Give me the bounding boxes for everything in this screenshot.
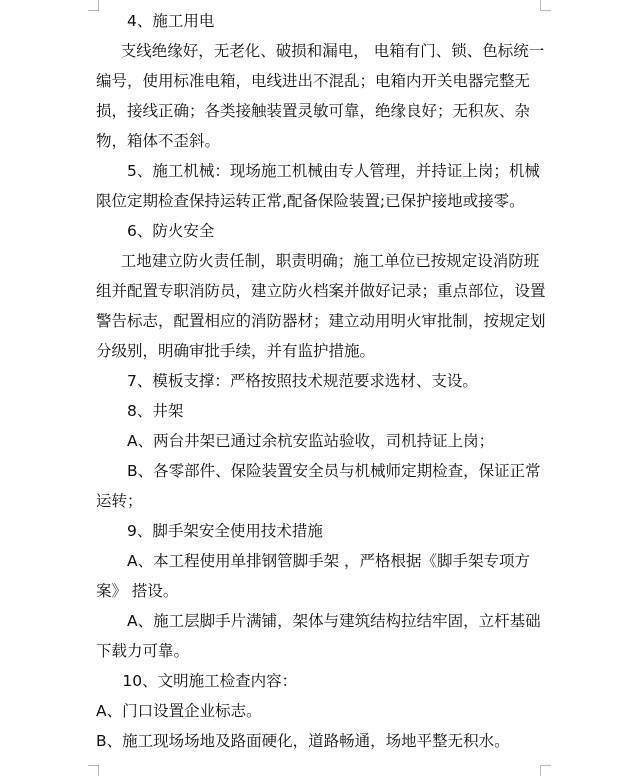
list-item-civilized-b: B、施工现场场地及路面硬化，道路畅通，场地平整无积水。 [96,732,510,750]
list-item-derrick-b: B、各零部件、保险装置安全员与机械师定期检查，保证正常运转； [96,462,541,510]
paragraph-formwork: 7、模板支撑：严格按照技术规范要求选材、支设。 [127,372,478,390]
list-item-civilized-a: A、门口设置企业标志。 [96,702,262,720]
list-item-scaffold-a2: A、施工层脚手片满铺，架体与建筑结构拉结牢固，立杆基础下载力可靠。 [96,612,541,660]
paragraph-fire-safety: 工地建立防火责任制，职责明确；施工单位已按规定设消防班组并配置专职消防员，建立防火档案并做好记录；重点部位，设置警告标志，配置相应的消防器材；建立动用明火审批制，按规定划分级别，明确审批手续，并有监护措施。 [96,252,546,360]
list-item-derrick-a: A、两台井架已通过余杭安监站验收，司机持证上岗； [127,432,495,450]
section-heading-fire-safety: 6、防火安全 [127,222,215,240]
list-item-scaffold-a1: A、本工程使用单排钢管脚手架 ，严格根据《脚手架专项方案》 搭设。 [96,552,531,600]
section-heading-scaffold: 9、脚手架安全使用技术措施 [127,522,323,540]
paragraph-electricity: 支线绝缘好，无老化、破损和漏电， 电箱有门、锁、色标统一编号，使用标准电箱，电线进出不混乱；电箱内开关电器完整无损，接线正确；各类接触装置灵敏可靠，绝缘良好；无积灰、杂物，箱体不歪斜。 [96,42,545,150]
page-corner-mark-bottom-right [540,765,551,776]
document-body [96,6,546,756]
section-heading-derrick: 8、井架 [127,402,184,420]
section-heading-electricity: 4、施工用电 [127,12,215,30]
section-heading-civilized-construction: 10、文明施工检查内容： [122,672,298,690]
page-corner-mark-bottom-left [88,765,99,776]
paragraph-machinery: 5、施工机械：现场施工机械由专人管理，并持证上岗；机械限位定期检查保持运转正常,配备保险装置;已保护接地或接零。 [96,162,540,210]
